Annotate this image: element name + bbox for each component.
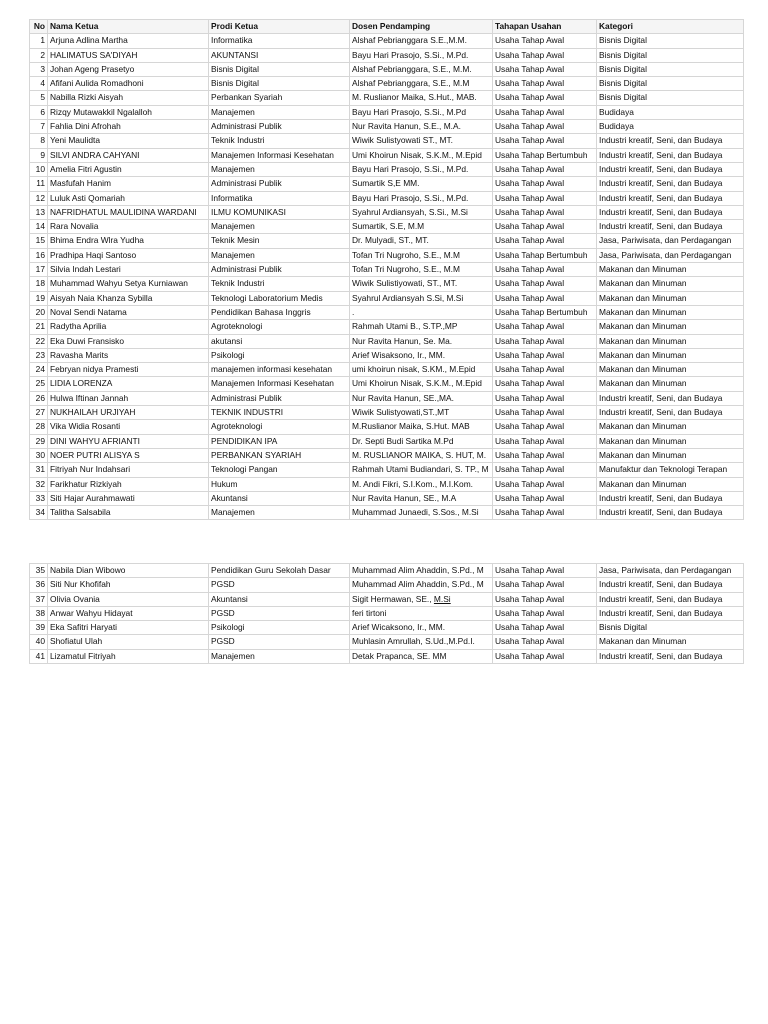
cell-tahapan-usahan: Usaha Tahap Awal	[493, 564, 597, 578]
cell-dosen-pendamping: Sigit Hermawan, SE., M.Si	[350, 592, 493, 606]
cell-no: 28	[30, 420, 48, 434]
cell-dosen-pendamping: Alshaf Pebrianggara, S.E., M.M.	[350, 62, 493, 76]
table-row	[30, 448, 744, 462]
cell-no: 11	[30, 177, 48, 191]
cell-nama-ketua: Afifani Aulida Romadhoni	[48, 77, 209, 91]
cell-nama-ketua: NUKHAILAH URJIYAH	[48, 406, 209, 420]
cell-kategori: Bisnis Digital	[597, 621, 744, 635]
cell-tahapan-usahan: Usaha Tahap Awal	[493, 649, 597, 663]
cell-prodi-ketua: Akuntansi	[209, 592, 350, 606]
header-nama-ketua: Nama Ketua	[48, 20, 209, 34]
cell-nama-ketua: Radytha Aprilia	[48, 320, 209, 334]
cell-tahapan-usahan: Usaha Tahap Awal	[493, 377, 597, 391]
table-row	[30, 162, 744, 176]
header-dosen-pendamping: Dosen Pendamping	[350, 20, 493, 34]
cell-dosen-pendamping: umi khoirun nisak, S.KM., M.Epid	[350, 363, 493, 377]
cell-dosen-pendamping: Syahrul Ardiansyah, S.Si., M.Si	[350, 205, 493, 219]
cell-nama-ketua: Nabilla Rizki Aisyah	[48, 91, 209, 105]
table-row	[30, 48, 744, 62]
cell-prodi-ketua: Manajemen	[209, 506, 350, 520]
cell-tahapan-usahan: Usaha Tahap Bertumbuh	[493, 305, 597, 319]
cell-dosen-pendamping: Nur Ravita Hanun, SE., M.A	[350, 491, 493, 505]
table-row	[30, 291, 744, 305]
table-row	[30, 120, 744, 134]
cell-no: 12	[30, 191, 48, 205]
table-row	[30, 62, 744, 76]
cell-nama-ketua: Johan Ageng Prasetyo	[48, 62, 209, 76]
cell-kategori: Industri kreatif, Seni, dan Budaya	[597, 406, 744, 420]
table-row	[30, 320, 744, 334]
cell-kategori: Makanan dan Minuman	[597, 377, 744, 391]
cell-nama-ketua: Olivia Ovania	[48, 592, 209, 606]
cell-prodi-ketua: Manajemen	[209, 649, 350, 663]
cell-kategori: Makanan dan Minuman	[597, 434, 744, 448]
cell-no: 3	[30, 62, 48, 76]
cell-kategori: Jasa, Pariwisata, dan Perdagangan	[597, 564, 744, 578]
cell-dosen-pendamping: Wiwik Sulistiyowati, ST., MT.	[350, 277, 493, 291]
cell-prodi-ketua: Administrasi Publik	[209, 263, 350, 277]
cell-no: 4	[30, 77, 48, 91]
table-row	[30, 463, 744, 477]
table-row	[30, 220, 744, 234]
cell-dosen-pendamping: Arief Wicaksono, Ir., MM.	[350, 621, 493, 635]
cell-tahapan-usahan: Usaha Tahap Awal	[493, 91, 597, 105]
cell-kategori: Industri kreatif, Seni, dan Budaya	[597, 134, 744, 148]
participants-table	[29, 19, 744, 520]
cell-nama-ketua: Rizqy Mutawakkil Ngalalloh	[48, 105, 209, 119]
cell-kategori: Makanan dan Minuman	[597, 477, 744, 491]
cell-nama-ketua: SILVI ANDRA CAHYANI	[48, 148, 209, 162]
cell-tahapan-usahan: Usaha Tahap Awal	[493, 420, 597, 434]
cell-kategori: Bisnis Digital	[597, 77, 744, 91]
cell-nama-ketua: Lizamatul Fitriyah	[48, 649, 209, 663]
cell-nama-ketua: Masfufah Hanim	[48, 177, 209, 191]
cell-dosen-pendamping: Muhammad Alim Ahaddin, S.Pd., M	[350, 564, 493, 578]
table-row	[30, 592, 744, 606]
cell-tahapan-usahan: Usaha Tahap Awal	[493, 506, 597, 520]
cell-prodi-ketua: akutansi	[209, 334, 350, 348]
cell-kategori: Makanan dan Minuman	[597, 348, 744, 362]
cell-dosen-pendamping: Rahmah Utami Budiandari, S. TP., M	[350, 463, 493, 477]
cell-dosen-pendamping: Bayu Hari Prasojo, S.Si., M.Pd.	[350, 162, 493, 176]
cell-no: 24	[30, 363, 48, 377]
cell-prodi-ketua: Teknologi Pangan	[209, 463, 350, 477]
cell-kategori: Industri kreatif, Seni, dan Budaya	[597, 491, 744, 505]
cell-no: 21	[30, 320, 48, 334]
cell-kategori: Budidaya	[597, 105, 744, 119]
table-row	[30, 248, 744, 262]
cell-prodi-ketua: PGSD	[209, 578, 350, 592]
cell-prodi-ketua: Teknik Industri	[209, 134, 350, 148]
cell-nama-ketua: Pradhipa Haqi Santoso	[48, 248, 209, 262]
cell-tahapan-usahan: Usaha Tahap Awal	[493, 448, 597, 462]
cell-dosen-pendamping: Wiwik Sulistyowati,ST.,MT	[350, 406, 493, 420]
cell-kategori: Makanan dan Minuman	[597, 277, 744, 291]
table-row	[30, 377, 744, 391]
cell-prodi-ketua: PGSD	[209, 635, 350, 649]
cell-nama-ketua: Luluk Asti Qomariah	[48, 191, 209, 205]
cell-tahapan-usahan: Usaha Tahap Awal	[493, 477, 597, 491]
cell-kategori: Makanan dan Minuman	[597, 448, 744, 462]
cell-nama-ketua: Vika Widia Rosanti	[48, 420, 209, 434]
cell-kategori: Industri kreatif, Seni, dan Budaya	[597, 578, 744, 592]
cell-nama-ketua: Ravasha Marits	[48, 348, 209, 362]
table-row	[30, 649, 744, 663]
cell-nama-ketua: DINI WAHYU AFRIANTI	[48, 434, 209, 448]
cell-tahapan-usahan: Usaha Tahap Awal	[493, 120, 597, 134]
cell-dosen-pendamping: Bayu Hari Prasojo, S.Si., M.Pd.	[350, 191, 493, 205]
table-row	[30, 234, 744, 248]
cell-kategori: Industri kreatif, Seni, dan Budaya	[597, 177, 744, 191]
cell-dosen-pendamping: M. RUSLIANOR MAIKA, S. HUT, M.	[350, 448, 493, 462]
table-row	[30, 621, 744, 635]
header-no: No	[30, 20, 48, 34]
cell-no: 26	[30, 391, 48, 405]
cell-no: 23	[30, 348, 48, 362]
table-row	[30, 564, 744, 578]
table-row	[30, 91, 744, 105]
cell-no: 14	[30, 220, 48, 234]
cell-tahapan-usahan: Usaha Tahap Awal	[493, 320, 597, 334]
table-row	[30, 635, 744, 649]
cell-dosen-pendamping: .	[350, 305, 493, 319]
cell-no: 41	[30, 649, 48, 663]
cell-no: 32	[30, 477, 48, 491]
cell-nama-ketua: Siti Nur Khofifah	[48, 578, 209, 592]
cell-prodi-ketua: Agroteknologi	[209, 320, 350, 334]
cell-dosen-pendamping: Arief Wisaksono, Ir., MM.	[350, 348, 493, 362]
cell-prodi-ketua: Pendidikan Bahasa Inggris	[209, 305, 350, 319]
table-row	[30, 491, 744, 505]
cell-nama-ketua: Muhammad Wahyu Setya Kurniawan	[48, 277, 209, 291]
cell-kategori: Industri kreatif, Seni, dan Budaya	[597, 506, 744, 520]
cell-kategori: Industri kreatif, Seni, dan Budaya	[597, 220, 744, 234]
cell-tahapan-usahan: Usaha Tahap Awal	[493, 277, 597, 291]
cell-prodi-ketua: TEKNIK INDUSTRI	[209, 406, 350, 420]
cell-tahapan-usahan: Usaha Tahap Awal	[493, 234, 597, 248]
cell-no: 10	[30, 162, 48, 176]
cell-tahapan-usahan: Usaha Tahap Awal	[493, 463, 597, 477]
cell-no: 17	[30, 263, 48, 277]
cell-kategori: Makanan dan Minuman	[597, 320, 744, 334]
cell-prodi-ketua: Administrasi Publik	[209, 177, 350, 191]
cell-no: 6	[30, 105, 48, 119]
cell-prodi-ketua: Manajemen	[209, 162, 350, 176]
cell-tahapan-usahan: Usaha Tahap Awal	[493, 491, 597, 505]
cell-tahapan-usahan: Usaha Tahap Awal	[493, 291, 597, 305]
cell-tahapan-usahan: Usaha Tahap Awal	[493, 205, 597, 219]
cell-no: 22	[30, 334, 48, 348]
cell-no: 31	[30, 463, 48, 477]
cell-nama-ketua: Nabila Dian Wibowo	[48, 564, 209, 578]
cell-dosen-pendamping: M.Ruslianor Maika, S.Hut. MAB	[350, 420, 493, 434]
cell-tahapan-usahan: Usaha Tahap Awal	[493, 48, 597, 62]
cell-no: 15	[30, 234, 48, 248]
cell-kategori: Industri kreatif, Seni, dan Budaya	[597, 606, 744, 620]
cell-no: 29	[30, 434, 48, 448]
cell-prodi-ketua: Bisnis Digital	[209, 62, 350, 76]
cell-prodi-ketua: Teknologi Laboratorium Medis	[209, 291, 350, 305]
table-row	[30, 406, 744, 420]
cell-kategori: Industri kreatif, Seni, dan Budaya	[597, 649, 744, 663]
cell-no: 7	[30, 120, 48, 134]
cell-kategori: Makanan dan Minuman	[597, 291, 744, 305]
table-row	[30, 105, 744, 119]
cell-dosen-pendamping: Muhammad Alim Ahaddin, S.Pd., M	[350, 578, 493, 592]
cell-kategori: Bisnis Digital	[597, 91, 744, 105]
cell-dosen-pendamping: Dr. Mulyadi, ST., MT.	[350, 234, 493, 248]
cell-no: 25	[30, 377, 48, 391]
cell-kategori: Industri kreatif, Seni, dan Budaya	[597, 592, 744, 606]
table-row	[30, 177, 744, 191]
cell-no: 9	[30, 148, 48, 162]
cell-tahapan-usahan: Usaha Tahap Awal	[493, 62, 597, 76]
cell-kategori: Bisnis Digital	[597, 48, 744, 62]
cell-prodi-ketua: Manajemen Informasi Kesehatan	[209, 148, 350, 162]
cell-kategori: Makanan dan Minuman	[597, 334, 744, 348]
cell-nama-ketua: Shofiatul Ulah	[48, 635, 209, 649]
cell-nama-ketua: Febryan nidya Pramesti	[48, 363, 209, 377]
cell-kategori: Budidaya	[597, 120, 744, 134]
table-row	[30, 506, 744, 520]
cell-dosen-pendamping: Sumartik S,E MM.	[350, 177, 493, 191]
cell-kategori: Industri kreatif, Seni, dan Budaya	[597, 205, 744, 219]
cell-dosen-pendamping: Sumartik, S.E, M.M	[350, 220, 493, 234]
cell-nama-ketua: Aisyah Naia Khanza Sybilla	[48, 291, 209, 305]
header-tahapan-usahan: Tahapan Usahan	[493, 20, 597, 34]
cell-kategori: Jasa, Pariwisata, dan Perdagangan	[597, 248, 744, 262]
cell-nama-ketua: Noval Sendi Natama	[48, 305, 209, 319]
cell-prodi-ketua: Manajemen Informasi Kesehatan	[209, 377, 350, 391]
table-row	[30, 420, 744, 434]
cell-no: 5	[30, 91, 48, 105]
cell-prodi-ketua: Informatika	[209, 191, 350, 205]
cell-kategori: Makanan dan Minuman	[597, 363, 744, 377]
table-row	[30, 191, 744, 205]
cell-dosen-pendamping: Umi Khoirun Nisak, S.K.M., M.Epid	[350, 148, 493, 162]
cell-nama-ketua: Bhima Endra Wlra Yudha	[48, 234, 209, 248]
cell-nama-ketua: Eka Duwi Fransisko	[48, 334, 209, 348]
cell-prodi-ketua: Bisnis Digital	[209, 77, 350, 91]
cell-tahapan-usahan: Usaha Tahap Awal	[493, 406, 597, 420]
cell-no: 8	[30, 134, 48, 148]
cell-prodi-ketua: Teknik Industri	[209, 277, 350, 291]
cell-kategori: Bisnis Digital	[597, 62, 744, 76]
cell-kategori: Jasa, Pariwisata, dan Perdagangan	[597, 234, 744, 248]
cell-nama-ketua: Anwar Wahyu Hidayat	[48, 606, 209, 620]
cell-nama-ketua: Hulwa Iftinan Jannah	[48, 391, 209, 405]
table-row	[30, 334, 744, 348]
table-row	[30, 391, 744, 405]
cell-kategori: Makanan dan Minuman	[597, 263, 744, 277]
table-row	[30, 34, 744, 48]
cell-prodi-ketua: Agroteknologi	[209, 420, 350, 434]
cell-no: 19	[30, 291, 48, 305]
cell-dosen-pendamping: Tofan Tri Nugroho, S.E., M.M	[350, 263, 493, 277]
cell-tahapan-usahan: Usaha Tahap Awal	[493, 162, 597, 176]
table-row	[30, 263, 744, 277]
cell-nama-ketua: Siti Hajar Aurahmawati	[48, 491, 209, 505]
cell-tahapan-usahan: Usaha Tahap Awal	[493, 635, 597, 649]
cell-prodi-ketua: PGSD	[209, 606, 350, 620]
cell-nama-ketua: Arjuna Adlina Martha	[48, 34, 209, 48]
cell-dosen-pendamping: M. Andi Fikri, S.I.Kom., M.I.Kom.	[350, 477, 493, 491]
cell-prodi-ketua: Administrasi Publik	[209, 391, 350, 405]
cell-dosen-pendamping: Rahmah Utami B., S.TP.,MP	[350, 320, 493, 334]
cell-tahapan-usahan: Usaha Tahap Awal	[493, 606, 597, 620]
cell-tahapan-usahan: Usaha Tahap Awal	[493, 348, 597, 362]
cell-no: 34	[30, 506, 48, 520]
cell-no: 20	[30, 305, 48, 319]
cell-no: 13	[30, 205, 48, 219]
cell-dosen-pendamping: Alshaf Pebrianggara, S.E., M.M	[350, 77, 493, 91]
cell-prodi-ketua: manajemen informasi kesehatan	[209, 363, 350, 377]
cell-kategori: Industri kreatif, Seni, dan Budaya	[597, 191, 744, 205]
cell-nama-ketua: Talitha Salsabila	[48, 506, 209, 520]
cell-kategori: Bisnis Digital	[597, 34, 744, 48]
cell-nama-ketua: Silvia Indah Lestari	[48, 263, 209, 277]
cell-nama-ketua: Yeni Maulidta	[48, 134, 209, 148]
cell-tahapan-usahan: Usaha Tahap Awal	[493, 34, 597, 48]
cell-nama-ketua: Fahlia Dini Afrohah	[48, 120, 209, 134]
cell-tahapan-usahan: Usaha Tahap Awal	[493, 191, 597, 205]
cell-nama-ketua: Rara Novalia	[48, 220, 209, 234]
cell-dosen-pendamping: Muhammad Junaedi, S.Sos., M.Si	[350, 506, 493, 520]
cell-no: 16	[30, 248, 48, 262]
table-row	[30, 477, 744, 491]
cell-prodi-ketua: Manajemen	[209, 105, 350, 119]
cell-dosen-pendamping: Umi Khoirun Nisak, S.K.M., M.Epid	[350, 377, 493, 391]
cell-dosen-pendamping: Syahrul Ardiansyah S.Si, M.Si	[350, 291, 493, 305]
cell-no: 27	[30, 406, 48, 420]
table-row	[30, 606, 744, 620]
participants-table-continued	[29, 563, 744, 664]
cell-tahapan-usahan: Usaha Tahap Awal	[493, 263, 597, 277]
cell-no: 1	[30, 34, 48, 48]
cell-dosen-pendamping: Dr. Septi Budi Sartika M.Pd	[350, 434, 493, 448]
cell-nama-ketua: NOER PUTRI ALISYA S	[48, 448, 209, 462]
cell-no: 35	[30, 564, 48, 578]
cell-dosen-pendamping: Muhlasin Amrullah, S.Ud.,M.Pd.I.	[350, 635, 493, 649]
cell-prodi-ketua: Psikologi	[209, 348, 350, 362]
cell-no: 33	[30, 491, 48, 505]
cell-no: 30	[30, 448, 48, 462]
cell-dosen-pendamping: M. Ruslianor Maika, S.Hut., MAB.	[350, 91, 493, 105]
cell-tahapan-usahan: Usaha Tahap Awal	[493, 220, 597, 234]
cell-no: 18	[30, 277, 48, 291]
cell-no: 37	[30, 592, 48, 606]
cell-prodi-ketua: Psikologi	[209, 621, 350, 635]
table-row	[30, 277, 744, 291]
cell-prodi-ketua: Manajemen	[209, 248, 350, 262]
cell-kategori: Industri kreatif, Seni, dan Budaya	[597, 391, 744, 405]
cell-kategori: Makanan dan Minuman	[597, 420, 744, 434]
cell-dosen-pendamping: Nur Ravita Hanun, Se. Ma.	[350, 334, 493, 348]
cell-no: 36	[30, 578, 48, 592]
cell-dosen-pendamping: Detak Prapanca, SE. MM	[350, 649, 493, 663]
cell-prodi-ketua: AKUNTANSI	[209, 48, 350, 62]
table-row	[30, 348, 744, 362]
cell-tahapan-usahan: Usaha Tahap Awal	[493, 177, 597, 191]
cell-prodi-ketua: PERBANKAN SYARIAH	[209, 448, 350, 462]
cell-nama-ketua: Farikhatur Rizkiyah	[48, 477, 209, 491]
header-prodi-ketua: Prodi Ketua	[209, 20, 350, 34]
cell-dosen-pendamping: Wiwik Sulistyowati ST., MT.	[350, 134, 493, 148]
cell-prodi-ketua: Teknik Mesin	[209, 234, 350, 248]
cell-tahapan-usahan: Usaha Tahap Bertumbuh	[493, 248, 597, 262]
cell-dosen-pendamping: Bayu Hari Prasojo, S.Si., M.Pd	[350, 105, 493, 119]
cell-tahapan-usahan: Usaha Tahap Awal	[493, 134, 597, 148]
cell-tahapan-usahan: Usaha Tahap Awal	[493, 391, 597, 405]
cell-tahapan-usahan: Usaha Tahap Awal	[493, 77, 597, 91]
cell-kategori: Makanan dan Minuman	[597, 635, 744, 649]
cell-prodi-ketua: Manajemen	[209, 220, 350, 234]
cell-kategori: Industri kreatif, Seni, dan Budaya	[597, 148, 744, 162]
header-kategori: Kategori	[597, 20, 744, 34]
cell-nama-ketua: Fitriyah Nur Indahsari	[48, 463, 209, 477]
cell-dosen-pendamping: feri tirtoni	[350, 606, 493, 620]
cell-tahapan-usahan: Usaha Tahap Bertumbuh	[493, 148, 597, 162]
table-row	[30, 134, 744, 148]
cell-nama-ketua: Eka Safitri Haryati	[48, 621, 209, 635]
table-row	[30, 434, 744, 448]
cell-nama-ketua: LIDIA LORENZA	[48, 377, 209, 391]
table-row	[30, 363, 744, 377]
cell-prodi-ketua: Informatika	[209, 34, 350, 48]
cell-tahapan-usahan: Usaha Tahap Awal	[493, 621, 597, 635]
cell-prodi-ketua: Administrasi Publik	[209, 120, 350, 134]
cell-tahapan-usahan: Usaha Tahap Awal	[493, 434, 597, 448]
table-row	[30, 578, 744, 592]
cell-dosen-pendamping: Nur Ravita Hanun, S.E., M.A.	[350, 120, 493, 134]
cell-prodi-ketua: Pendidikan Guru Sekolah Dasar	[209, 564, 350, 578]
cell-prodi-ketua: ILMU KOMUNIKASI	[209, 205, 350, 219]
cell-prodi-ketua: PENDIDIKAN IPA	[209, 434, 350, 448]
cell-no: 40	[30, 635, 48, 649]
cell-dosen-pendamping: Tofan Tri Nugroho, S.E., M.M	[350, 248, 493, 262]
cell-nama-ketua: Amelia Fitri Agustin	[48, 162, 209, 176]
cell-nama-ketua: NAFRIDHATUL MAULIDINA WARDANI	[48, 205, 209, 219]
cell-dosen-pendamping: Nur Ravita Hanun, SE.,MA.	[350, 391, 493, 405]
table-row	[30, 77, 744, 91]
cell-kategori: Makanan dan Minuman	[597, 305, 744, 319]
cell-nama-ketua: HALIMATUS SA'DIYAH	[48, 48, 209, 62]
cell-no: 39	[30, 621, 48, 635]
table-row	[30, 148, 744, 162]
cell-prodi-ketua: Hukum	[209, 477, 350, 491]
cell-dosen-pendamping: Bayu Hari Prasojo, S.Si., M.Pd.	[350, 48, 493, 62]
cell-no: 38	[30, 606, 48, 620]
cell-kategori: Industri kreatif, Seni, dan Budaya	[597, 162, 744, 176]
cell-tahapan-usahan: Usaha Tahap Awal	[493, 334, 597, 348]
cell-prodi-ketua: Akuntansi	[209, 491, 350, 505]
cell-tahapan-usahan: Usaha Tahap Awal	[493, 363, 597, 377]
cell-tahapan-usahan: Usaha Tahap Awal	[493, 578, 597, 592]
cell-dosen-pendamping: Alshaf Pebrianggara S.E.,M.M.	[350, 34, 493, 48]
cell-tahapan-usahan: Usaha Tahap Awal	[493, 592, 597, 606]
table-row	[30, 305, 744, 319]
cell-tahapan-usahan: Usaha Tahap Awal	[493, 105, 597, 119]
cell-no: 2	[30, 48, 48, 62]
table-row	[30, 205, 744, 219]
table-header-row	[30, 20, 744, 34]
cell-prodi-ketua: Perbankan Syariah	[209, 91, 350, 105]
cell-kategori: Manufaktur dan Teknologi Terapan	[597, 463, 744, 477]
underlined-degree: M.Si	[433, 593, 451, 604]
